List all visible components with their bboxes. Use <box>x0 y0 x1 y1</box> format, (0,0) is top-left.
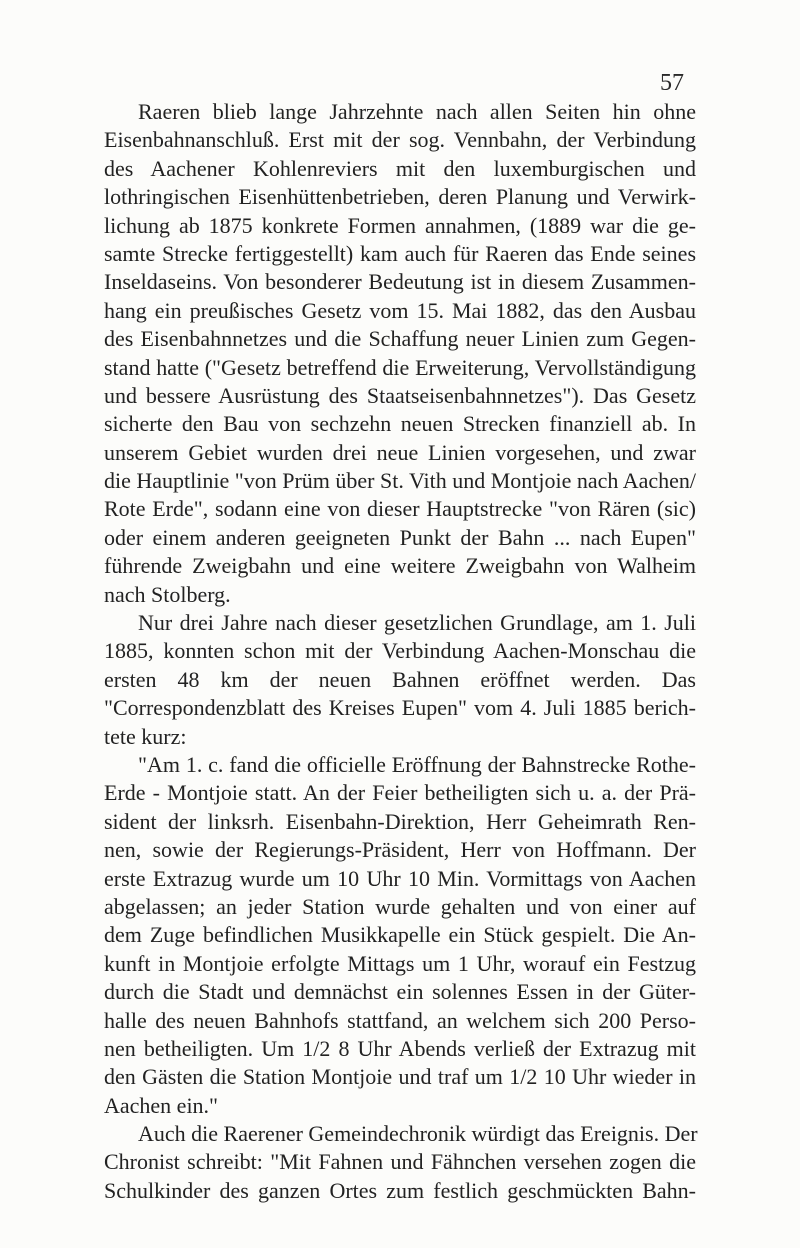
text-line: tete kurz: <box>104 723 187 749</box>
text-line: ersten 48 km der neuen Bahnen eröffnet werden. Das <box>104 666 696 692</box>
text-line: 1885, konnten schon mit der Verbindung Aachen-Monschau die <box>104 638 696 664</box>
text-line: nach Stolberg. <box>104 581 231 607</box>
text-line: Auch die Raerener Gemeindechronik würdigt das Ereignis. Der <box>138 1121 698 1147</box>
text-line: und bessere Ausrüstung des Staatseisenbahnnetzes"). Das Gesetz <box>104 382 696 408</box>
text-line: sident der linksrh. Eisenbahn-Direktion, Herr Geheimrath Ren- <box>104 808 696 834</box>
text-line: führende Zweigbahn und eine weitere Zweigbahn von Walheim <box>104 553 696 579</box>
text-line: Erde - Montjoie statt. An der Feier betheiligten sich u. a. der Prä- <box>104 780 696 806</box>
text-line: sicherte den Bau von sechzehn neuen Strecken finanziell ab. In <box>104 411 696 437</box>
text-line: Aachen ein." <box>104 1092 219 1118</box>
text-line: den Gästen die Station Montjoie und traf um 1/2 10 Uhr wieder in <box>104 1064 696 1090</box>
text-line: Rote Erde", sodann eine von dieser Hauptstrecke "von Rären (sic) <box>104 496 696 522</box>
text-line: Schulkinder des ganzen Ortes zum festlich geschmückten Bahn- <box>104 1177 696 1203</box>
text-line: kunft in Montjoie erfolgte Mittags um 1 Uhr, worauf ein Festzug <box>104 950 696 976</box>
text-line: "Correspondenzblatt des Kreises Eupen" vom 4. Juli 1885 berich- <box>104 695 696 721</box>
body-text <box>104 98 696 1205</box>
text-line: durch die Stadt und demnächst ein solennes Essen in der Güter- <box>104 979 696 1005</box>
text-line: samte Strecke fertiggestellt) kam auch für Raeren das Ende seines <box>104 240 696 266</box>
text-line: Chronist schreibt: "Mit Fahnen und Fähnchen versehen zogen die <box>104 1149 696 1175</box>
text-line: abgelassen; an jeder Station wurde gehalten und von einer auf <box>104 893 696 919</box>
text-line: nen betheiligten. Um 1/2 8 Uhr Abends verließ der Extrazug mit <box>104 1035 696 1061</box>
text-line: Nur drei Jahre nach dieser gesetzlichen Grundlage, am 1. Juli <box>138 610 696 636</box>
text-line: halle des neuen Bahnhofs stattfand, an welchem sich 200 Perso- <box>104 1007 696 1033</box>
text-line: Raeren blieb lange Jahrzehnte nach allen Seiten hin ohne <box>138 99 696 124</box>
text-line: die Hauptlinie "von Prüm über St. Vith und Montjoie nach Aachen/ <box>104 468 697 494</box>
text-line: oder einem anderen geeigneten Punkt der Bahn ... nach Eupen" <box>104 524 696 550</box>
text-line: lothringischen Eisenhüttenbetrieben, deren Planung und Verwirk- <box>104 184 696 210</box>
text-line: stand hatte ("Gesetz betreffend die Erweiterung, Vervollständigung <box>104 354 696 380</box>
text-line: Eisenbahnanschluß. Erst mit der sog. Vennbahn, der Verbindung <box>104 127 696 153</box>
text-line: lichung ab 1875 konkrete Formen annahmen, (1889 war die ge- <box>104 212 696 238</box>
page-number: 57 <box>660 70 684 96</box>
text-line: "Am 1. c. fand die officielle Eröffnung der Bahnstrecke Rothe- <box>138 751 696 777</box>
text-line: erste Extrazug wurde um 10 Uhr 10 Min. Vormittags von Aachen <box>104 865 696 891</box>
text-line: Inseldaseins. Von besonderer Bedeutung ist in diesem Zusammen- <box>104 269 696 295</box>
text-line: unserem Gebiet wurden drei neue Linien vorgesehen, und zwar <box>104 439 696 465</box>
text-line: dem Zuge befindlichen Musikkapelle ein Stück gespielt. Die An- <box>104 922 696 948</box>
text-line: hang ein preußisches Gesetz vom 15. Mai 1882, das den Ausbau <box>104 297 696 323</box>
text-line: nen, sowie der Regierungs-Präsident, Herr von Hoffmann. Der <box>104 837 696 863</box>
text-line: des Aachener Kohlenreviers mit den luxemburgischen und <box>104 155 696 181</box>
text-line: des Eisenbahnnetzes und die Schaffung neuer Linien zum Gegen- <box>104 326 696 352</box>
